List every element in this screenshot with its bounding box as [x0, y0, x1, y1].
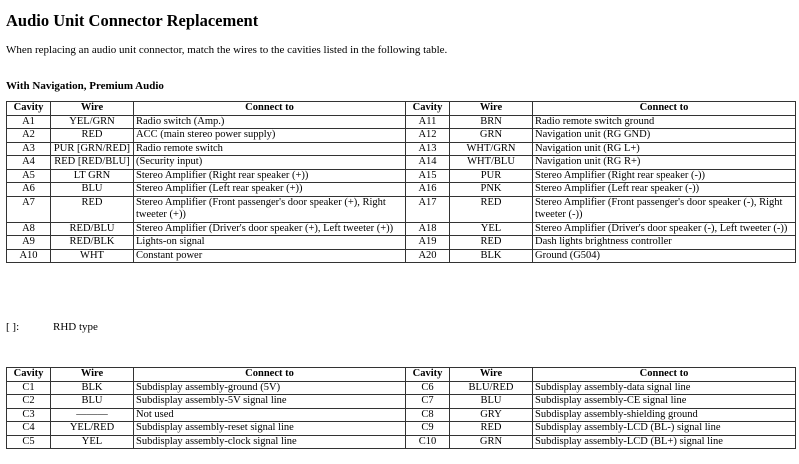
header-connect-to: Connect to — [134, 368, 406, 382]
header-wire: Wire — [450, 102, 533, 116]
table-row — [7, 169, 796, 183]
connect-to-cell: (Security input) — [134, 156, 406, 170]
wire-cell: BLU/RED — [450, 381, 533, 395]
connect-to-cell: Stereo Amplifier (Front passenger's door speaker (-), Right tweeter (-)) — [533, 196, 796, 222]
cavity-cell: A16 — [406, 183, 450, 197]
cavity-cell: A9 — [7, 236, 51, 250]
connect-to-cell: Not used — [134, 408, 406, 422]
connect-to-cell: Dash lights brightness controller — [533, 236, 796, 250]
cavity-cell: A14 — [406, 156, 450, 170]
wire-cell: GRN — [450, 435, 533, 449]
table-row — [7, 196, 796, 222]
cavity-cell: A18 — [406, 222, 450, 236]
connect-to-cell: Subdisplay assembly-ground (5V) — [134, 381, 406, 395]
table-row — [7, 249, 796, 263]
connect-to-cell: Navigation unit (RG L+) — [533, 142, 796, 156]
wire-cell: RED — [51, 129, 134, 143]
cavity-cell: A13 — [406, 142, 450, 156]
cavity-cell: A3 — [7, 142, 51, 156]
connect-to-cell: Subdisplay assembly-LCD (BL-) signal line — [533, 422, 796, 436]
wire-cell: GRY — [450, 408, 533, 422]
wire-cell: RED [RED/BLU] — [51, 156, 134, 170]
connect-to-cell: Lights-on signal — [134, 236, 406, 250]
wire-cell: BLK — [51, 381, 134, 395]
note-text: RHD type — [53, 321, 98, 333]
connect-to-cell: Subdisplay assembly-CE signal line — [533, 395, 796, 409]
wire-cell: BLU — [51, 183, 134, 197]
rhd-note — [6, 321, 98, 333]
wire-cell: YEL/RED — [51, 422, 134, 436]
section-heading: With Navigation, Premium Audio — [6, 80, 164, 92]
cavity-cell: A12 — [406, 129, 450, 143]
table-row — [7, 115, 796, 129]
wire-cell: YEL — [51, 435, 134, 449]
connect-to-cell: Stereo Amplifier (Left rear speaker (-)) — [533, 183, 796, 197]
connect-to-cell: Navigation unit (RG GND) — [533, 129, 796, 143]
cavity-cell: C5 — [7, 435, 51, 449]
header-cavity: Cavity — [406, 368, 450, 382]
cavity-cell: C10 — [406, 435, 450, 449]
cavity-cell: A11 — [406, 115, 450, 129]
connector-a-table — [6, 101, 796, 263]
wire-cell: RED — [450, 196, 533, 222]
table-row — [7, 435, 796, 449]
connect-to-cell: Stereo Amplifier (Driver's door speaker (-), Left tweeter (-)) — [533, 222, 796, 236]
connect-to-cell: Stereo Amplifier (Right rear speaker (-)) — [533, 169, 796, 183]
connect-to-cell: Subdisplay assembly-LCD (BL+) signal line — [533, 435, 796, 449]
wire-cell: RED — [450, 422, 533, 436]
connect-to-cell: Ground (G504) — [533, 249, 796, 263]
table-row — [7, 236, 796, 250]
cavity-cell: A5 — [7, 169, 51, 183]
wire-cell: PUR [GRN/RED] — [51, 142, 134, 156]
table-row — [7, 222, 796, 236]
cavity-cell: A4 — [7, 156, 51, 170]
connect-to-cell: Radio switch (Amp.) — [134, 115, 406, 129]
header-wire: Wire — [450, 368, 533, 382]
cavity-cell: A8 — [7, 222, 51, 236]
wire-cell: RED/BLU — [51, 222, 134, 236]
cavity-cell: A15 — [406, 169, 450, 183]
table-row — [7, 381, 796, 395]
header-connect-to: Connect to — [533, 102, 796, 116]
connect-to-cell: Subdisplay assembly-reset signal line — [134, 422, 406, 436]
connect-to-cell: Subdisplay assembly-shielding ground — [533, 408, 796, 422]
table-row — [7, 142, 796, 156]
cavity-cell: C9 — [406, 422, 450, 436]
cavity-cell: C6 — [406, 381, 450, 395]
connect-to-cell: Subdisplay assembly-data signal line — [533, 381, 796, 395]
cavity-cell: C3 — [7, 408, 51, 422]
wire-cell: BLU — [51, 395, 134, 409]
connect-to-cell: Radio remote switch ground — [533, 115, 796, 129]
connect-to-cell: Stereo Amplifier (Front passenger's door speaker (+), Right tweeter (+)) — [134, 196, 406, 222]
cavity-cell: C1 — [7, 381, 51, 395]
connect-to-cell: Constant power — [134, 249, 406, 263]
cavity-cell: A1 — [7, 115, 51, 129]
connector-c-table — [6, 367, 796, 449]
cavity-cell: C2 — [7, 395, 51, 409]
cavity-cell: C7 — [406, 395, 450, 409]
wire-cell: RED/BLK — [51, 236, 134, 250]
header-cavity: Cavity — [7, 102, 51, 116]
cavity-cell: A7 — [7, 196, 51, 222]
connect-to-cell: Subdisplay assembly-clock signal line — [134, 435, 406, 449]
wire-cell: YEL/GRN — [51, 115, 134, 129]
connect-to-cell: ACC (main stereo power supply) — [134, 129, 406, 143]
table-row — [7, 129, 796, 143]
wire-cell: WHT/GRN — [450, 142, 533, 156]
header-wire: Wire — [51, 102, 134, 116]
table-header-row — [7, 102, 796, 116]
wire-cell: LT GRN — [51, 169, 134, 183]
connect-to-cell: Stereo Amplifier (Driver's door speaker (+), Left tweeter (+)) — [134, 222, 406, 236]
table-row — [7, 156, 796, 170]
table-row — [7, 422, 796, 436]
cavity-cell: A10 — [7, 249, 51, 263]
header-connect-to: Connect to — [134, 102, 406, 116]
wire-cell: WHT/BLU — [450, 156, 533, 170]
cavity-cell: A6 — [7, 183, 51, 197]
table-header-row — [7, 368, 796, 382]
cavity-cell: A20 — [406, 249, 450, 263]
wire-cell: RED — [51, 196, 134, 222]
cavity-cell: C8 — [406, 408, 450, 422]
header-wire: Wire — [51, 368, 134, 382]
connect-to-cell: Stereo Amplifier (Right rear speaker (+)) — [134, 169, 406, 183]
table-row — [7, 408, 796, 422]
wire-cell: PUR — [450, 169, 533, 183]
wire-cell: BLK — [450, 249, 533, 263]
note-key: [ ]: — [6, 321, 20, 333]
wire-cell: RED — [450, 236, 533, 250]
page-title: Audio Unit Connector Replacement — [6, 11, 259, 30]
table-row — [7, 395, 796, 409]
intro-text: When replacing an audio unit connector, match the wires to the cavities listed in the following table. — [6, 44, 448, 56]
header-cavity: Cavity — [406, 102, 450, 116]
connect-to-cell: Navigation unit (RG R+) — [533, 156, 796, 170]
header-connect-to: Connect to — [533, 368, 796, 382]
cavity-cell: C4 — [7, 422, 51, 436]
wire-cell: GRN — [450, 129, 533, 143]
cavity-cell: A17 — [406, 196, 450, 222]
wire-cell: ——— — [51, 408, 134, 422]
connect-to-cell: Subdisplay assembly-5V signal line — [134, 395, 406, 409]
header-cavity: Cavity — [7, 368, 51, 382]
cavity-cell: A2 — [7, 129, 51, 143]
table-row — [7, 183, 796, 197]
wire-cell: PNK — [450, 183, 533, 197]
connect-to-cell: Radio remote switch — [134, 142, 406, 156]
wire-cell: BLU — [450, 395, 533, 409]
wire-cell: YEL — [450, 222, 533, 236]
connect-to-cell: Stereo Amplifier (Left rear speaker (+)) — [134, 183, 406, 197]
cavity-cell: A19 — [406, 236, 450, 250]
wire-cell: BRN — [450, 115, 533, 129]
wire-cell: WHT — [51, 249, 134, 263]
